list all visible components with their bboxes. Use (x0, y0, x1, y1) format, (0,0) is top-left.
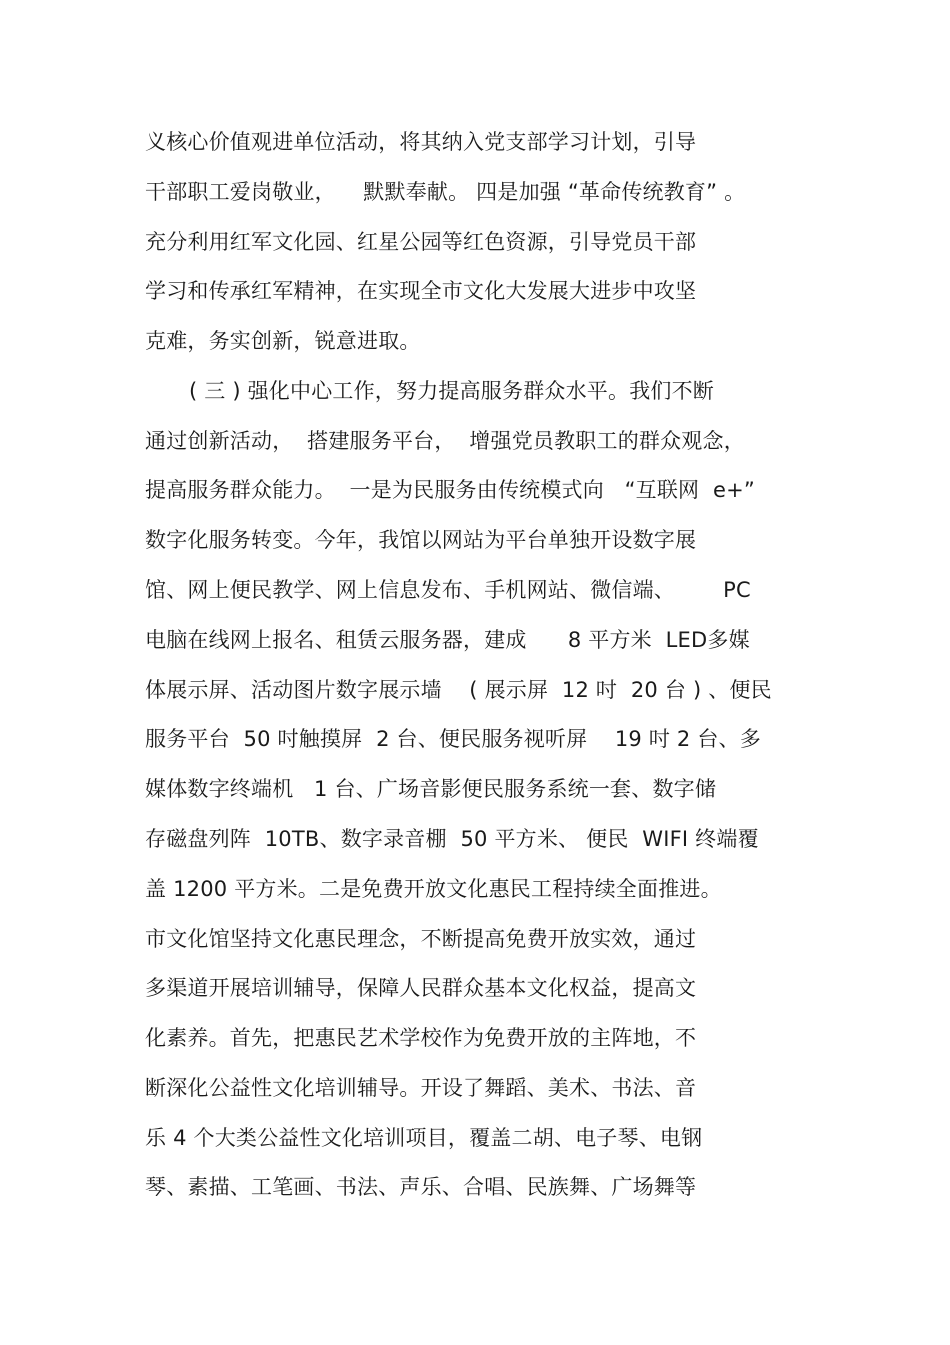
text-line: 服务平台 50 吋触摸屏 2 台、便民服务视听屏 19 吋 2 台、多 (145, 727, 761, 751)
text-line: 充分利用红军文化园、红星公园等红色资源，引导党员干部 (145, 230, 697, 254)
text-line: 克难，务实创新，锐意进取。 (145, 329, 421, 353)
text-line: 义核心价值观进单位活动，将其纳入党支部学习计划，引导 (145, 130, 697, 154)
text-line: 电脑在线网上报名、租赁云服务器，建成 8 平方米 LED多媒 (145, 628, 750, 652)
text-line: 媒体数字终端机 1 台、广场音影便民服务系统一套、数字储 (145, 777, 717, 801)
text-line: 化素养。首先，把惠民艺术学校作为免费开放的主阵地，不 (145, 1026, 697, 1050)
text-line: 多渠道开展培训辅导，保障人民群众基本文化权益，提高文 (145, 976, 697, 1000)
text-line-indented: ( 三 ) 强化中心工作，努力提高服务群众水平。我们不断 (189, 379, 715, 403)
text-line: 盖 1200 平方米。二是免费开放文化惠民工程持续全面推进。 (145, 877, 722, 901)
text-line: 乐 4 个大类公益性文化培训项目，覆盖二胡、电子琴、电钢 (145, 1126, 703, 1150)
text-line: 体展示屏、活动图片数字展示墙 ( 展示屏 12 吋 20 台 ) 、便民 (145, 678, 772, 702)
text-line: 馆、网上便民教学、网上信息发布、手机网站、微信端、 PC (145, 578, 751, 602)
text-line: 干部职工爱岗敬业， 默默奉献。 四是加强 “革命传统教育” 。 (145, 180, 746, 204)
text-line: 数字化服务转变。今年，我馆以网站为平台单独开设数字展 (145, 528, 697, 552)
text-line: 提高服务群众能力。 一是为民服务由传统模式向 “互联网 e+” (145, 478, 755, 502)
text-line: 琴、素描、工笔画、书法、声乐、合唱、民族舞、广场舞等 (145, 1175, 697, 1199)
text-line: 通过创新活动， 搭建服务平台， 增强党员教职工的群众观念， (145, 429, 745, 453)
text-line: 断深化公益性文化培训辅导。开设了舞蹈、美术、书法、音 (145, 1076, 697, 1100)
text-line: 市文化馆坚持文化惠民理念，不断提高免费开放实效，通过 (145, 927, 697, 951)
text-line: 学习和传承红军精神，在实现全市文化大发展大进步中攻坚 (145, 279, 697, 303)
text-line: 存磁盘列阵 10TB、数字录音棚 50 平方米、 便民 WIFI 终端覆 (145, 827, 759, 851)
